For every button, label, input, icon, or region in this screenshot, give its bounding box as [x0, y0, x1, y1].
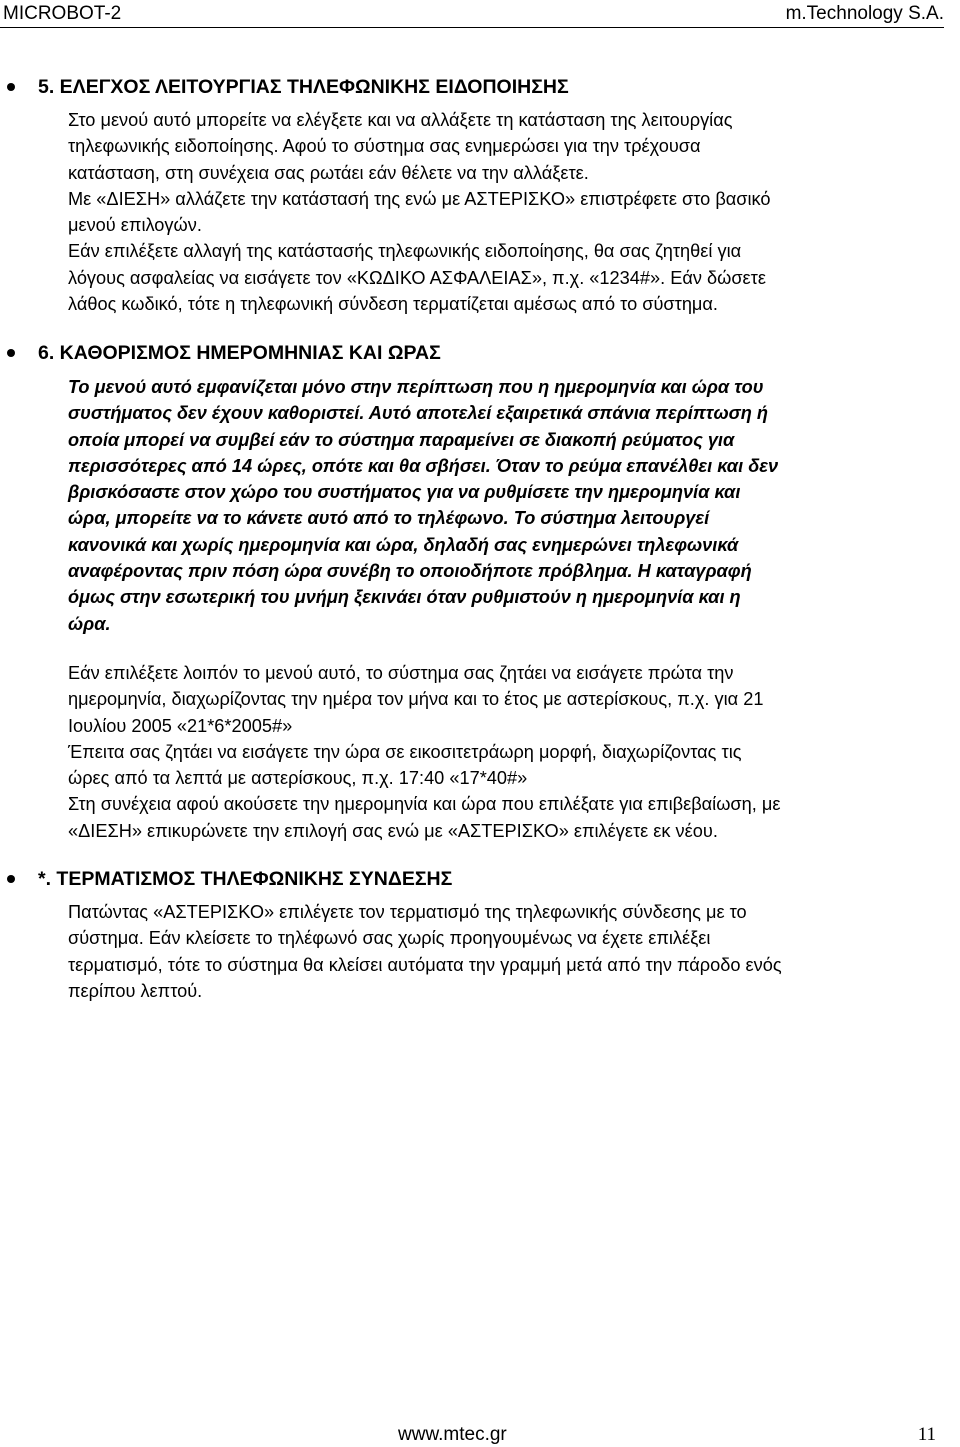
- text-line: Ιουλίου 2005 «21*6*2005#»: [68, 715, 293, 736]
- section-body: [68, 899, 938, 1004]
- text-line: κανονικά και χωρίς ημερομηνία και ώρα, δηλαδή σας ενημερώνει τηλεφωνικά: [68, 534, 739, 555]
- header-rule: [0, 27, 944, 28]
- text-line: ώρα, μπορείτε να το κάνετε αυτό από το τηλέφωνο. Το σύστημα λειτουργεί: [68, 508, 710, 529]
- text-line: Το μενού αυτό εμφανίζεται μόνο στην περίπτωση που η ημερομηνία και ώρα του: [68, 377, 764, 397]
- text-line: ώρες από τα λεπτά με αστερίσκους, π.χ. 17:40 «17*40#»: [68, 768, 528, 789]
- text-line: Πατώντας «ΑΣΤΕΡΙΣΚΟ» επιλέγετε τον τερματισμό της τηλεφωνικής σύνδεσης με το: [68, 902, 747, 922]
- text-line: τερματισμό, τότε το σύστημα θα κλείσει αυτόματα την γραμμή μετά από την πάροδο ενός: [68, 954, 782, 975]
- section-notice: [68, 374, 938, 637]
- text-line: λόγους ασφαλείας να εισάγετε τον «ΚΩΔΙΚΟ ΑΣΦΑΛΕΙΑΣ», π.χ. «1234#». Εάν δώσετε: [68, 267, 766, 288]
- text-line: Στο μενού αυτό μπορείτε να ελέγξετε και να αλλάξετε τη κατάσταση της λειτουργίας: [68, 110, 733, 130]
- section-heading: 5. ΕΛΕΓΧΟΣ ΛΕΙΤΟΥΡΓΙΑΣ ΤΗΛΕΦΩΝΙΚΗΣ ΕΙΔΟΠΟΙΗΣΗΣ: [38, 76, 569, 98]
- text-line: λάθος κωδικό, τότε η τηλεφωνική σύνδεση τερματίζεται αμέσως από το σύστημα.: [68, 294, 718, 315]
- text-line: σύστημα. Εάν κλείσετε το τηλέφωνό σας χωρίς προηγουμένως να έχετε επιλέξει: [68, 928, 711, 949]
- text-line: μενού επιλογών.: [68, 215, 202, 236]
- text-line: Με «ΔΙΕΣΗ» αλλάζετε την κατάστασή της ενώ με ΑΣΤΕΡΙΣΚΟ» επιστρέφετε στο βασικό: [68, 188, 771, 209]
- text-line: Έπειτα σας ζητάει να εισάγετε την ώρα σε εικοσιτετράωρη μορφή, διαχωρίζοντας τις: [68, 741, 742, 762]
- footer-url: www.mtec.gr: [398, 1424, 507, 1445]
- text-line: Εάν επιλέξετε λοιπόν το μενού αυτό, το σύστημα σας ζητάει να εισάγετε πρώτα την: [68, 663, 734, 683]
- text-line: συστήματος δεν έχουν καθοριστεί. Αυτό αποτελεί εξαιρετικά σπάνια περίπτωση ή: [68, 403, 768, 424]
- text-line: οποία μπορεί να συμβεί εάν το σύστημα παραμείνει σε διακοπή ρεύματος για: [68, 429, 735, 450]
- text-line: Εάν επιλέξετε αλλαγή της κατάστασής τηλεφωνικής ειδοποίησης, θα σας ζητηθεί για: [68, 241, 742, 262]
- section-body: [68, 107, 938, 317]
- text-line: Στη συνέχεια αφού ακούσετε την ημερομηνία και ώρα που επιλέξατε για επιβεβαίωση, με: [68, 794, 781, 815]
- bullet-icon: [7, 83, 15, 91]
- bullet-icon: [7, 875, 15, 883]
- text-line: «ΔΙΕΣΗ» επικυρώνετε την επιλογή σας ενώ με «ΑΣΤΕΡΙΣΚΟ» επιλέγετε εκ νέου.: [68, 820, 718, 841]
- header-company: m.Technology S.A.: [785, 3, 944, 24]
- text-line: ώρα.: [68, 613, 111, 634]
- text-line: κατάσταση, στη συνέχεια σας ρωτάει εάν θέλετε να την αλλάξετε.: [68, 162, 589, 183]
- text-line: τηλεφωνικής ειδοποίησης. Αφού το σύστημα σας ενημερώσει για την τρέχουσα: [68, 136, 701, 157]
- text-line: περισσότερες από 14 ώρες, οπότε και θα σβήσει. Όταν το ρεύμα επανέλθει και δεν: [68, 455, 779, 476]
- header-title: MICROBOT-2: [3, 3, 122, 24]
- text-line: αναφέροντας πριν πόση ώρα συνέβη το οποιοδήποτε πρόβλημα. Η καταγραφή: [68, 561, 752, 582]
- section-heading: 6. ΚΑΘΟΡΙΣΜΟΣ ΗΜΕΡΟΜΗΝΙΑΣ ΚΑΙ ΩΡΑΣ: [38, 342, 441, 364]
- text-line: βρισκόσαστε στον χώρο του συστήματος για να ρυθμίσετε την ημερομηνία και: [68, 482, 741, 503]
- page-number: 11: [917, 1424, 936, 1445]
- text-line: περίπου λεπτού.: [68, 980, 203, 1001]
- section-body: [68, 660, 938, 844]
- text-line: ημερομηνία, διαχωρίζοντας την ημέρα τον μήνα και το έτος με αστερίσκους, π.χ. για 21: [68, 689, 764, 710]
- bullet-icon: [7, 349, 15, 357]
- text-line: όμως στην εσωτερική του μνήμη ξεκινάει όταν ρυθμιστούν η ημερομηνία και η: [68, 587, 741, 608]
- section-heading: *. ΤΕΡΜΑΤΙΣΜΟΣ ΤΗΛΕΦΩΝΙΚΗΣ ΣΥΝΔΕΣΗΣ: [38, 868, 453, 890]
